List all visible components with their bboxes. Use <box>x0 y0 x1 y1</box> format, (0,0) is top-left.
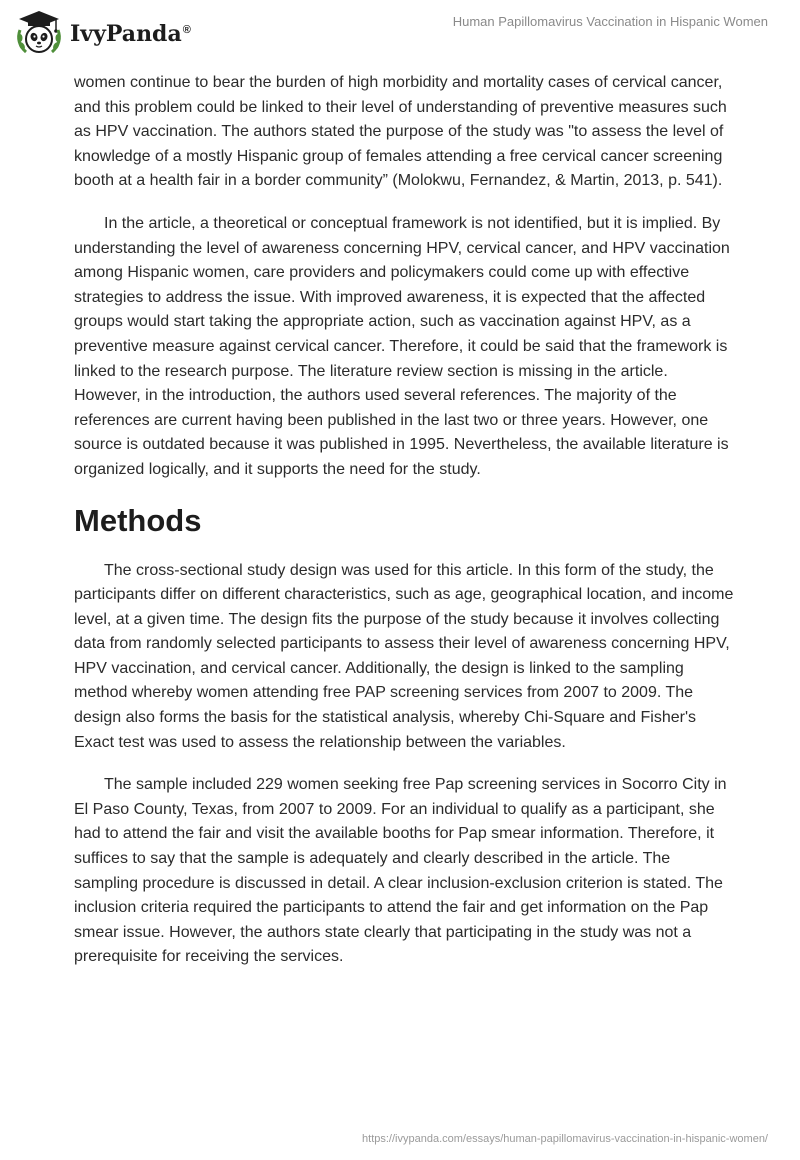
paragraph-framework: In the article, a theoretical or conceptual framework is not identified, but it is implied. By understanding the level of awareness concerning HPV, cervical cancer, and HPV vaccination among Hispanic women, care providers and policymakers could come up with effective strategies to address the issue. With improved awareness, it is expected that the affected groups would start taking the appropriate action, such as vaccination against HPV, as a preventive measure against cervical cancer. Therefore, it could be said that the framework is linked to the research purpose. The literature review section is missing in the article. However, in the introduction, the authors used several references. The majority of the references are current having been published in the last two or three years. However, one source is outdated because it was published in 1995. Nevertheless, the available literature is organized logically, and it supports the need for the study. <box>74 214 730 478</box>
page-header <box>0 0 800 70</box>
ivypanda-logo[interactable] <box>14 8 191 58</box>
essay-content <box>74 71 734 988</box>
logo-wordmark: IvyPanda® <box>70 21 191 47</box>
paragraph-intro-continued: women continue to bear the burden of high morbidity and mortality cases of cervical cancer, and this problem could be linked to their level of understanding of preventive measures such as HPV vaccination. The authors stated the purpose of the study was "to assess the level of knowledge of a mostly Hispanic group of females attending a free cervical cancer screening booth at a health fair in a border community” (Molokwu, Fernandez, & Martin, 2013, p. 541). <box>74 74 727 190</box>
paragraph-study-design: The cross-sectional study design was used for this article. In this form of the study, the participants differ on different characteristics, such as age, geographical location, and income level, at a given time. The design fits the purpose of the study because it involves collecting data from randomly selected participants to assess their level of awareness concerning HPV, HPV vaccination, and cervical cancer. Additionally, the design is linked to the sampling method whereby women attending free PAP screening services from 2007 to 2009. The design also forms the basis for the statistical analysis, whereby Chi-Square and Fisher's Exact test was used to assess the relationship between the variables. <box>74 561 734 751</box>
paragraph-sample: The sample included 229 women seeking free Pap screening services in Socorro City in El Paso County, Texas, from 2007 to 2009. For an individual to qualify as a participant, she had to attend the fair and visit the available booths for Pap smear information. Therefore, it suffices to say that the sample is adequately and clearly described in the article. The sampling procedure is discussed in detail. A clear inclusion-exclusion criterion is stated. The inclusion criteria required the participants to attend the fair and get information on the Pap smear issue. However, the authors state clearly that participating in the study was not a prerequisite for receiving the services. <box>74 776 727 966</box>
section-heading-methods: Methods <box>74 502 202 538</box>
registered-mark: ® <box>182 23 191 36</box>
source-url[interactable]: https://ivypanda.com/essays/human-papillomavirus-vaccination-in-hispanic-women/ <box>362 1133 768 1145</box>
panda-logo-icon <box>14 8 64 58</box>
document-title: Human Papillomavirus Vaccination in Hispanic Women <box>452 14 768 29</box>
